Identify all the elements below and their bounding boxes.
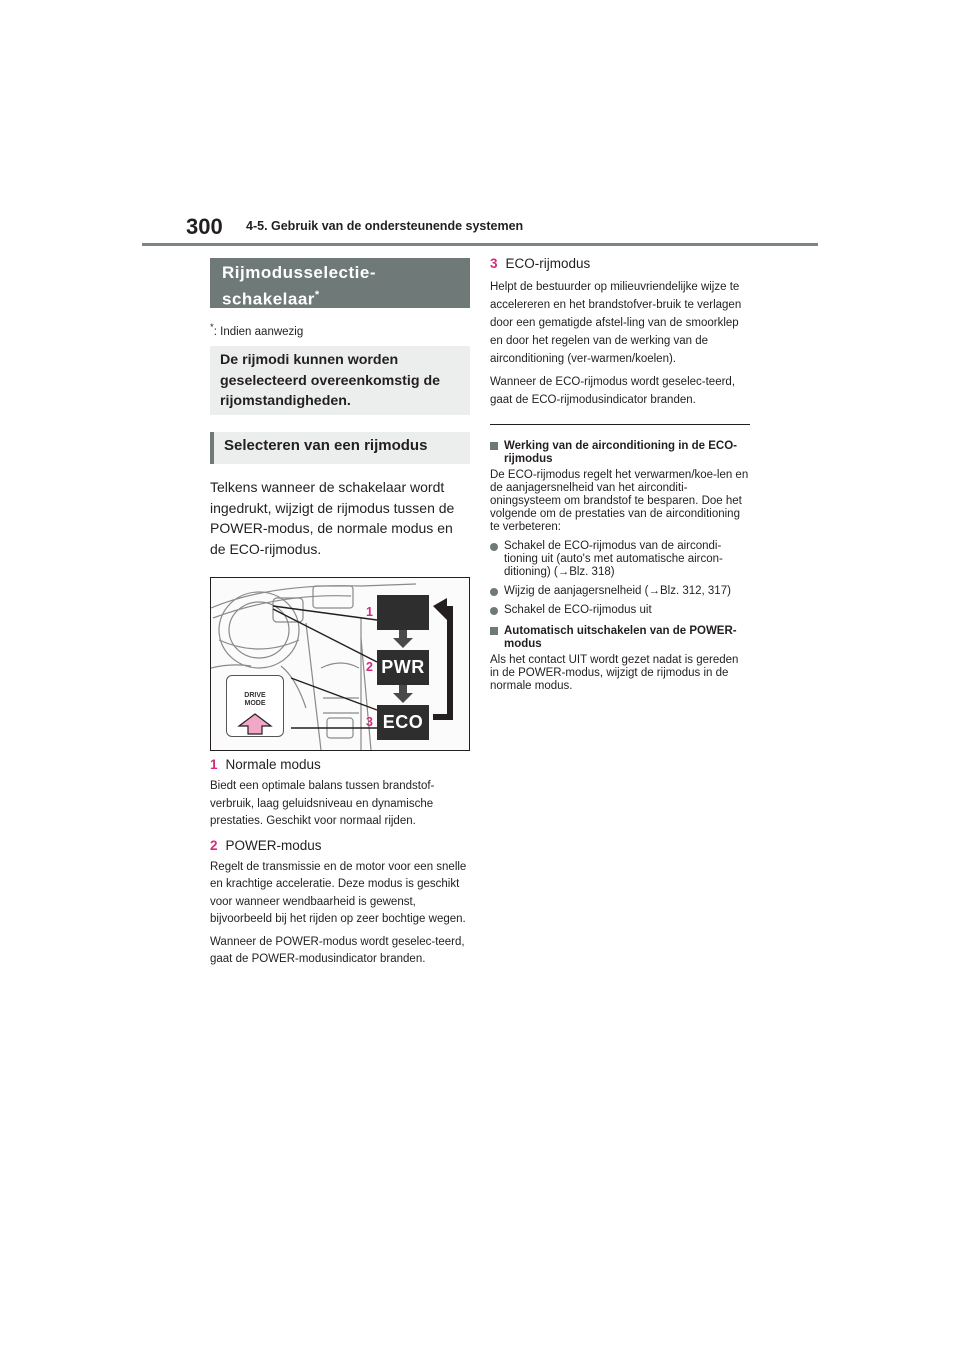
mode-number-2: 2	[366, 660, 373, 674]
bullet-item	[490, 585, 750, 598]
square-bullet-icon	[490, 627, 498, 635]
section-title: 4-5. Gebruik van de ondersteunende systemen	[246, 219, 524, 233]
bullet-text: Schakel de ECO-rijmodus uit	[504, 604, 652, 616]
mode-number-1: 1	[366, 605, 373, 619]
header-rule	[142, 243, 818, 246]
subsection-heading: Selecteren van een rijmodus	[210, 432, 470, 464]
left-column	[210, 258, 470, 969]
item-text-2: Wanneer de ECO-rijmodus wordt geselec-teerd, gaat de ECO-rijmodusindicator branden.	[490, 376, 736, 406]
item-number: 2	[210, 837, 218, 853]
footnote-text: : Indien aanwezig	[213, 325, 304, 338]
item-normal-mode	[210, 757, 470, 772]
item-title: ECO-rijmodus	[505, 256, 591, 271]
divider	[490, 424, 750, 425]
cycle-bracket-icon	[433, 598, 453, 720]
section-heading-marker: *	[314, 289, 320, 301]
power-off-text: Als het contact UIT wordt gezet nadat is gereden in de POWER-modus, wijzigt de rijmodus in de normale modus.	[490, 654, 739, 692]
aircon-eco-heading-text: Werking van de airconditioning in de ECO-rijmodus	[504, 440, 738, 465]
power-off-heading	[490, 625, 750, 651]
aircon-eco-text: De ECO-rijmodus regelt het verwarmen/koe-len en de aanjagersnelheid van het airconditi-oningsysteem om brandstof te besparen. Doe het volgende om de prestaties van de airconditioning te verbeteren:	[490, 469, 749, 533]
section-heading-text: Rijmodusselectie-schakelaar	[222, 263, 376, 309]
bullet-text: Schakel de ECO-rijmodus van de aircondi-tioning uit (auto's met automatische aircon-ditioning) (→Blz. 318)	[504, 540, 723, 578]
item-text: Biedt een optimale balans tussen brandstof-verbruik, laag geluidsniveau en dynamische prestaties. Geschikt voor normaal rijden.	[210, 780, 435, 827]
intro-box: De rijmodi kunnen worden geselecteerd overeenkomstig de rijomstandigheden.	[210, 346, 470, 415]
drive-label-line-2: MODE	[244, 700, 266, 707]
power-off-heading-text: Automatisch uitschakelen van de POWER-modus	[504, 625, 737, 650]
item-text-2: Wanneer de POWER-modus wordt geselec-teerd, gaat de POWER-modusindicator branden.	[210, 935, 465, 965]
aircon-eco-heading	[490, 440, 750, 466]
body-text: Telkens wanneer de schakelaar wordt ingedrukt, wijzigt de rijmodus tussen de POWER-modus, de normale modus en de ECO-rijmodus.	[210, 479, 455, 557]
item-power-mode	[210, 838, 470, 853]
footnote	[210, 322, 470, 338]
section-heading	[210, 258, 470, 308]
mode-number-3: 3	[366, 715, 373, 729]
item-eco-mode	[490, 256, 750, 271]
drive-label-line-1: DRIVE	[244, 692, 266, 699]
drive-mode-switch	[226, 675, 284, 737]
press-arrow-icon	[227, 676, 283, 736]
normal-mode-indicator	[377, 595, 429, 630]
round-bullet-icon	[490, 543, 498, 551]
eco-mode-indicator: ECO	[377, 705, 429, 740]
bullet-text: Wijzig de aanjagersnelheid (→Blz. 312, 317)	[504, 585, 731, 597]
item-title: POWER-modus	[225, 837, 322, 853]
round-bullet-icon	[490, 588, 498, 596]
round-bullet-icon	[490, 607, 498, 615]
item-title: Normale modus	[225, 757, 321, 772]
drive-mode-figure	[210, 577, 470, 751]
right-column	[490, 256, 750, 693]
bullet-item	[490, 604, 750, 617]
item-number: 1	[210, 757, 218, 772]
page-number: 300	[186, 214, 223, 239]
square-bullet-icon	[490, 442, 498, 450]
bullet-item	[490, 540, 750, 579]
item-text: Regelt de transmissie en de motor voor een snelle en krachtige acceleratie. Deze modus is geschikt voor wanneer wendbaarheid is gewenst, bijvoorbeeld bij het rijden op zeer bochtige wegen.	[210, 860, 467, 925]
footnote-marker: *	[210, 322, 214, 333]
item-number: 3	[490, 256, 498, 271]
pwr-mode-indicator: PWR	[377, 650, 429, 685]
item-text: Helpt de bestuurder op milieuvriendelijke wijze te accelereren en het brandstofver-bruik te verlagen door een gematigde afstel-ling van de smoorklep en door het regelen van de werking van de airconditioning (ver-warmen/koelen).	[490, 281, 742, 365]
